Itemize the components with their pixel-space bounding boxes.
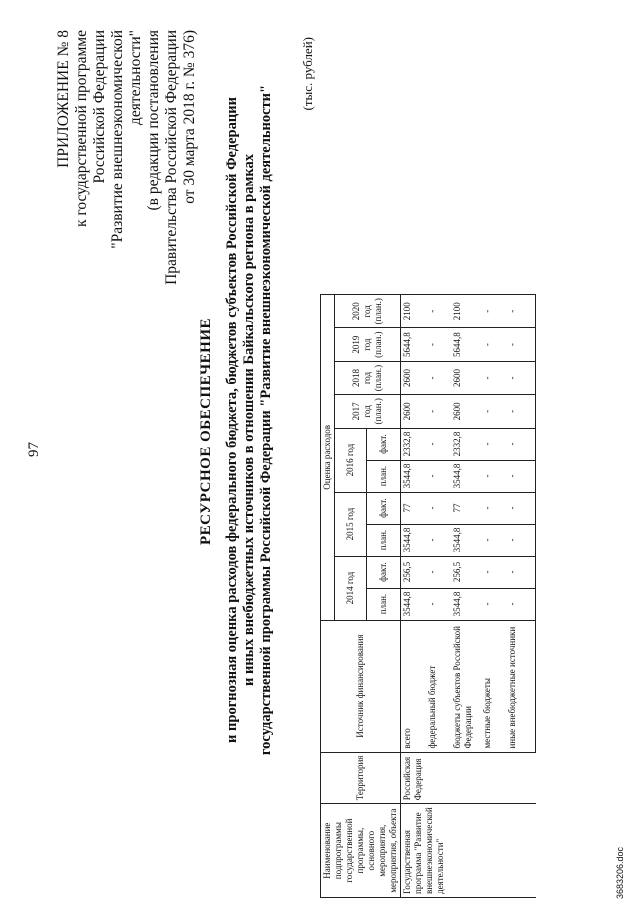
value-cell: 3544,8 (451, 524, 481, 556)
source-cell: бюджеты субъектов Российской Федерации (451, 620, 481, 752)
header-source: Источник финансирования (321, 620, 401, 752)
value-cell: - (506, 588, 536, 620)
header-estimate: Оценка расходов (321, 295, 335, 620)
value-cell: 256,5 (451, 556, 481, 588)
value-cell: - (426, 556, 451, 588)
value-cell: 2332,8 (451, 428, 481, 460)
value-cell: - (481, 588, 506, 620)
value-cell: - (481, 460, 506, 492)
appendix-line: к государственной программе (73, 30, 90, 228)
value-cell: 2600 (401, 395, 426, 428)
value-cell: 2600 (451, 395, 481, 428)
appendix-line: от 30 марта 2018 г. № 376) (181, 30, 198, 204)
document-title: РЕСУРСНОЕ ОБЕСПЕЧЕНИЕ (198, 317, 214, 545)
program-name: Государственная программа "Развитие внешнеэкономической деятельности" (401, 804, 536, 898)
value-cell: - (426, 328, 451, 361)
header-2019: 2019 год (план.) (335, 328, 401, 361)
value-cell: - (506, 524, 536, 556)
value-cell: - (426, 492, 451, 524)
value-cell: 5644,8 (451, 328, 481, 361)
value-cell: 2600 (451, 361, 481, 394)
value-cell: - (426, 460, 451, 492)
appendix-line: деятельности" (127, 30, 144, 126)
value-cell: - (426, 524, 451, 556)
header-2018: 2018 год (план.) (335, 361, 401, 394)
header-name: Наименование подпрограммы государственной программы, основного мероприятия, мероприятия, объекта (321, 804, 401, 898)
value-cell: - (426, 295, 451, 328)
appendix-block (55, 30, 199, 360)
header-fact: факт. (367, 428, 401, 460)
value-cell: - (506, 395, 536, 428)
source-cell: всего (401, 620, 426, 752)
value-cell: - (506, 295, 536, 328)
subtitle-line: и иных внебюджетных источников в отношении Байкальского региона в рамках (241, 153, 257, 687)
header-plan: план. (367, 588, 401, 620)
value-cell: 2100 (451, 295, 481, 328)
value-cell: - (506, 361, 536, 394)
resource-table (320, 294, 536, 898)
value-cell: 3544,8 (451, 460, 481, 492)
value-cell: 2332,8 (401, 428, 426, 460)
value-cell: - (506, 492, 536, 524)
value-cell: 3544,8 (451, 588, 481, 620)
header-year-2015: 2015 год (335, 492, 367, 556)
source-cell: местные бюджеты (481, 620, 506, 752)
header-territory: Территория (321, 752, 401, 804)
value-cell: 5644,8 (401, 328, 426, 361)
header-2017: 2017 год (план.) (335, 395, 401, 428)
value-cell: - (506, 328, 536, 361)
source-cell: федеральный бюджет (426, 620, 451, 752)
territory: Российская Федерация (401, 752, 536, 804)
header-fact: факт. (367, 556, 401, 588)
value-cell: - (481, 328, 506, 361)
header-year-2014: 2014 год (335, 556, 367, 620)
value-cell: - (506, 556, 536, 588)
value-cell: 3544,8 (401, 460, 426, 492)
value-cell: 2600 (401, 361, 426, 394)
appendix-line: Российской Федерации (91, 30, 108, 184)
value-cell: - (481, 295, 506, 328)
appendix-line: Правительства Российской Федерации (163, 30, 180, 285)
value-cell: - (426, 395, 451, 428)
value-cell: 256,5 (401, 556, 426, 588)
value-cell: - (426, 428, 451, 460)
value-cell: - (481, 361, 506, 394)
value-cell: 77 (401, 492, 426, 524)
value-cell: - (481, 492, 506, 524)
appendix-line: (в редакции постановления (145, 30, 162, 211)
value-cell: 2100 (401, 295, 426, 328)
page-number: 97 (26, 442, 42, 457)
value-cell: - (506, 428, 536, 460)
value-cell: - (481, 428, 506, 460)
header-year-2016: 2016 год (335, 428, 367, 492)
subtitle-line: и прогнозная оценка расходов федерального бюджета, бюджетов субъектов Российской Федерации (224, 97, 240, 743)
value-cell: 3544,8 (401, 588, 426, 620)
header-plan: план. (367, 524, 401, 556)
subtitle-line: государственной программы Российской Федерации "Развитие внешнеэкономической деятельности" (258, 84, 274, 756)
value-cell: - (426, 588, 451, 620)
value-cell: - (426, 361, 451, 394)
appendix-line: ПРИЛОЖЕНИЕ № 8 (55, 30, 72, 168)
appendix-line: "Развитие внешнеэкономической (109, 30, 126, 249)
value-cell: - (481, 524, 506, 556)
source-cell: иные внебюджетные источники (506, 620, 536, 752)
header-2020: 2020 год (план.) (335, 295, 401, 328)
value-cell: 3544,8 (401, 524, 426, 556)
document-subtitle (224, 25, 275, 815)
footer-doc-id: 3683206.doc (615, 846, 625, 899)
header-fact: факт. (367, 492, 401, 524)
value-cell: - (481, 395, 506, 428)
units-label: (тыс. рублей) (300, 37, 315, 111)
value-cell: - (506, 460, 536, 492)
value-cell: 77 (451, 492, 481, 524)
header-plan: план. (367, 460, 401, 492)
value-cell: - (481, 556, 506, 588)
